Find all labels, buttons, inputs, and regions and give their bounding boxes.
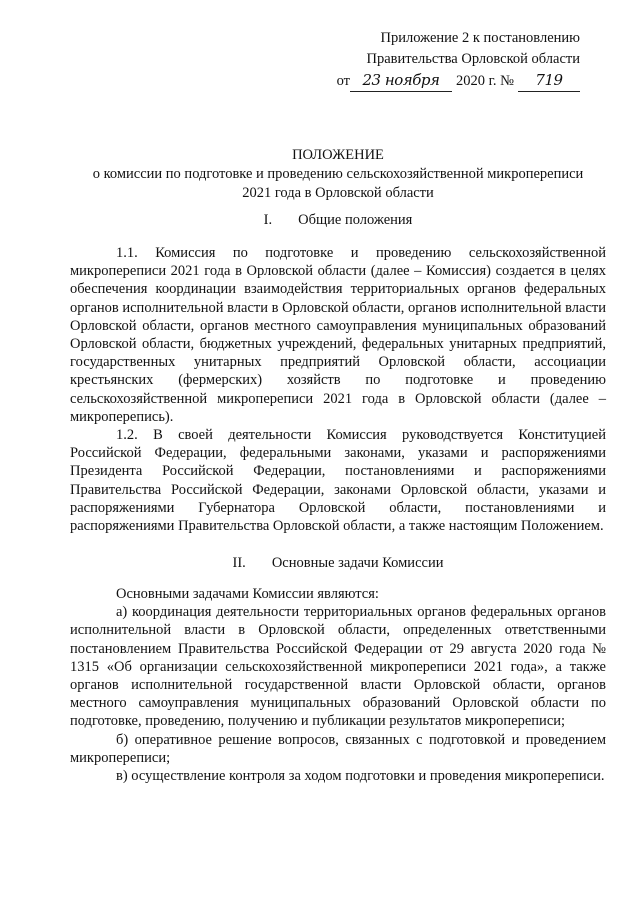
from-prefix: от [336,73,350,89]
title-subtitle-line-1: о комиссии по подготовке и проведению сельскохозяйственной микропереписи [92,166,584,182]
paragraph-1-2: 1.2. В своей деятельности Комиссия руководствуется Конституцией Российской Федерации, федеральными законами, указами и распоряжениями Президента Российской Федерации, постановлениями и распоряжениями Правительства Российской Федерации, законами Орловской области, указами и распоряжениями Губернатора Орловской области, постановлениями и распоряжениями Правительства Орловской области, а также настоящим Положением. [70,427,606,535]
document-title [70,146,606,203]
section-2-body [70,585,606,785]
appendix-header [337,28,580,92]
section-1-heading [70,211,606,230]
section-2-heading [70,554,606,573]
title-subtitle-line-2: 2021 года в Орловской области [242,185,434,201]
handwritten-date: 23 ноября [350,70,452,92]
paragraph-2-intro: Основными задачами Комиссии являются: [116,586,379,602]
section-1-body [70,244,606,535]
section-2-title: Основные задачи Комиссии [271,555,444,571]
handwritten-number: 719 [518,70,580,92]
paragraph-2-a: а) координация деятельности территориальных органов федеральных органов исполнительной власти в Орловской области, определенных ответственными постановлением Правительства Российской Федерации от 29 августа 2020 года № 1315 «Об организации сельскохозяйственной микропереписи 2021 года», а также органов исполнительной государственной власти Орловской области, органов местного самоуправления муниципальных образований Орловской области по подготовке, проведению, получению и публикации результатов микропереписи; [70,604,606,730]
appendix-line-1: Приложение 2 к постановлению [380,30,580,46]
year-and-number-label: 2020 г. № [455,73,514,89]
title-heading: ПОЛОЖЕНИЕ [292,147,384,163]
section-1-number: I. [263,212,273,228]
appendix-line-2: Правительства Орловской области [366,51,580,67]
paragraph-2-b: б) оперативное решение вопросов, связанных с подготовкой и проведением микропереписи; [70,731,606,766]
paragraph-1-1: 1.1. Комиссия по подготовке и проведению сельскохозяйственной микропереписи 2021 года в Орловской области (далее – Комиссия) создается в целях обеспечения координации взаимодействия территориальных органов федеральных органов исполнительной власти в Орловской области, органов исполнительной власти Орловской области, органов местного самоуправления муниципальных образований Орловской области, бюджетных учреждений, федеральных унитарных предприятий, государственных унитарных предприятий Орловской области, ассоциации крестьянских (фермерских) хозяйств по подготовке и проведению сельскохозяйственной микропереписи 2021 года в Орловской области (далее – микроперепись). [70,245,606,425]
appendix-date-number-row [337,70,580,92]
section-2-number: II. [232,555,246,571]
paragraph-2-c: в) осуществление контроля за ходом подготовки и проведения микропереписи. [116,768,605,785]
section-1-title: Общие положения [298,212,413,228]
